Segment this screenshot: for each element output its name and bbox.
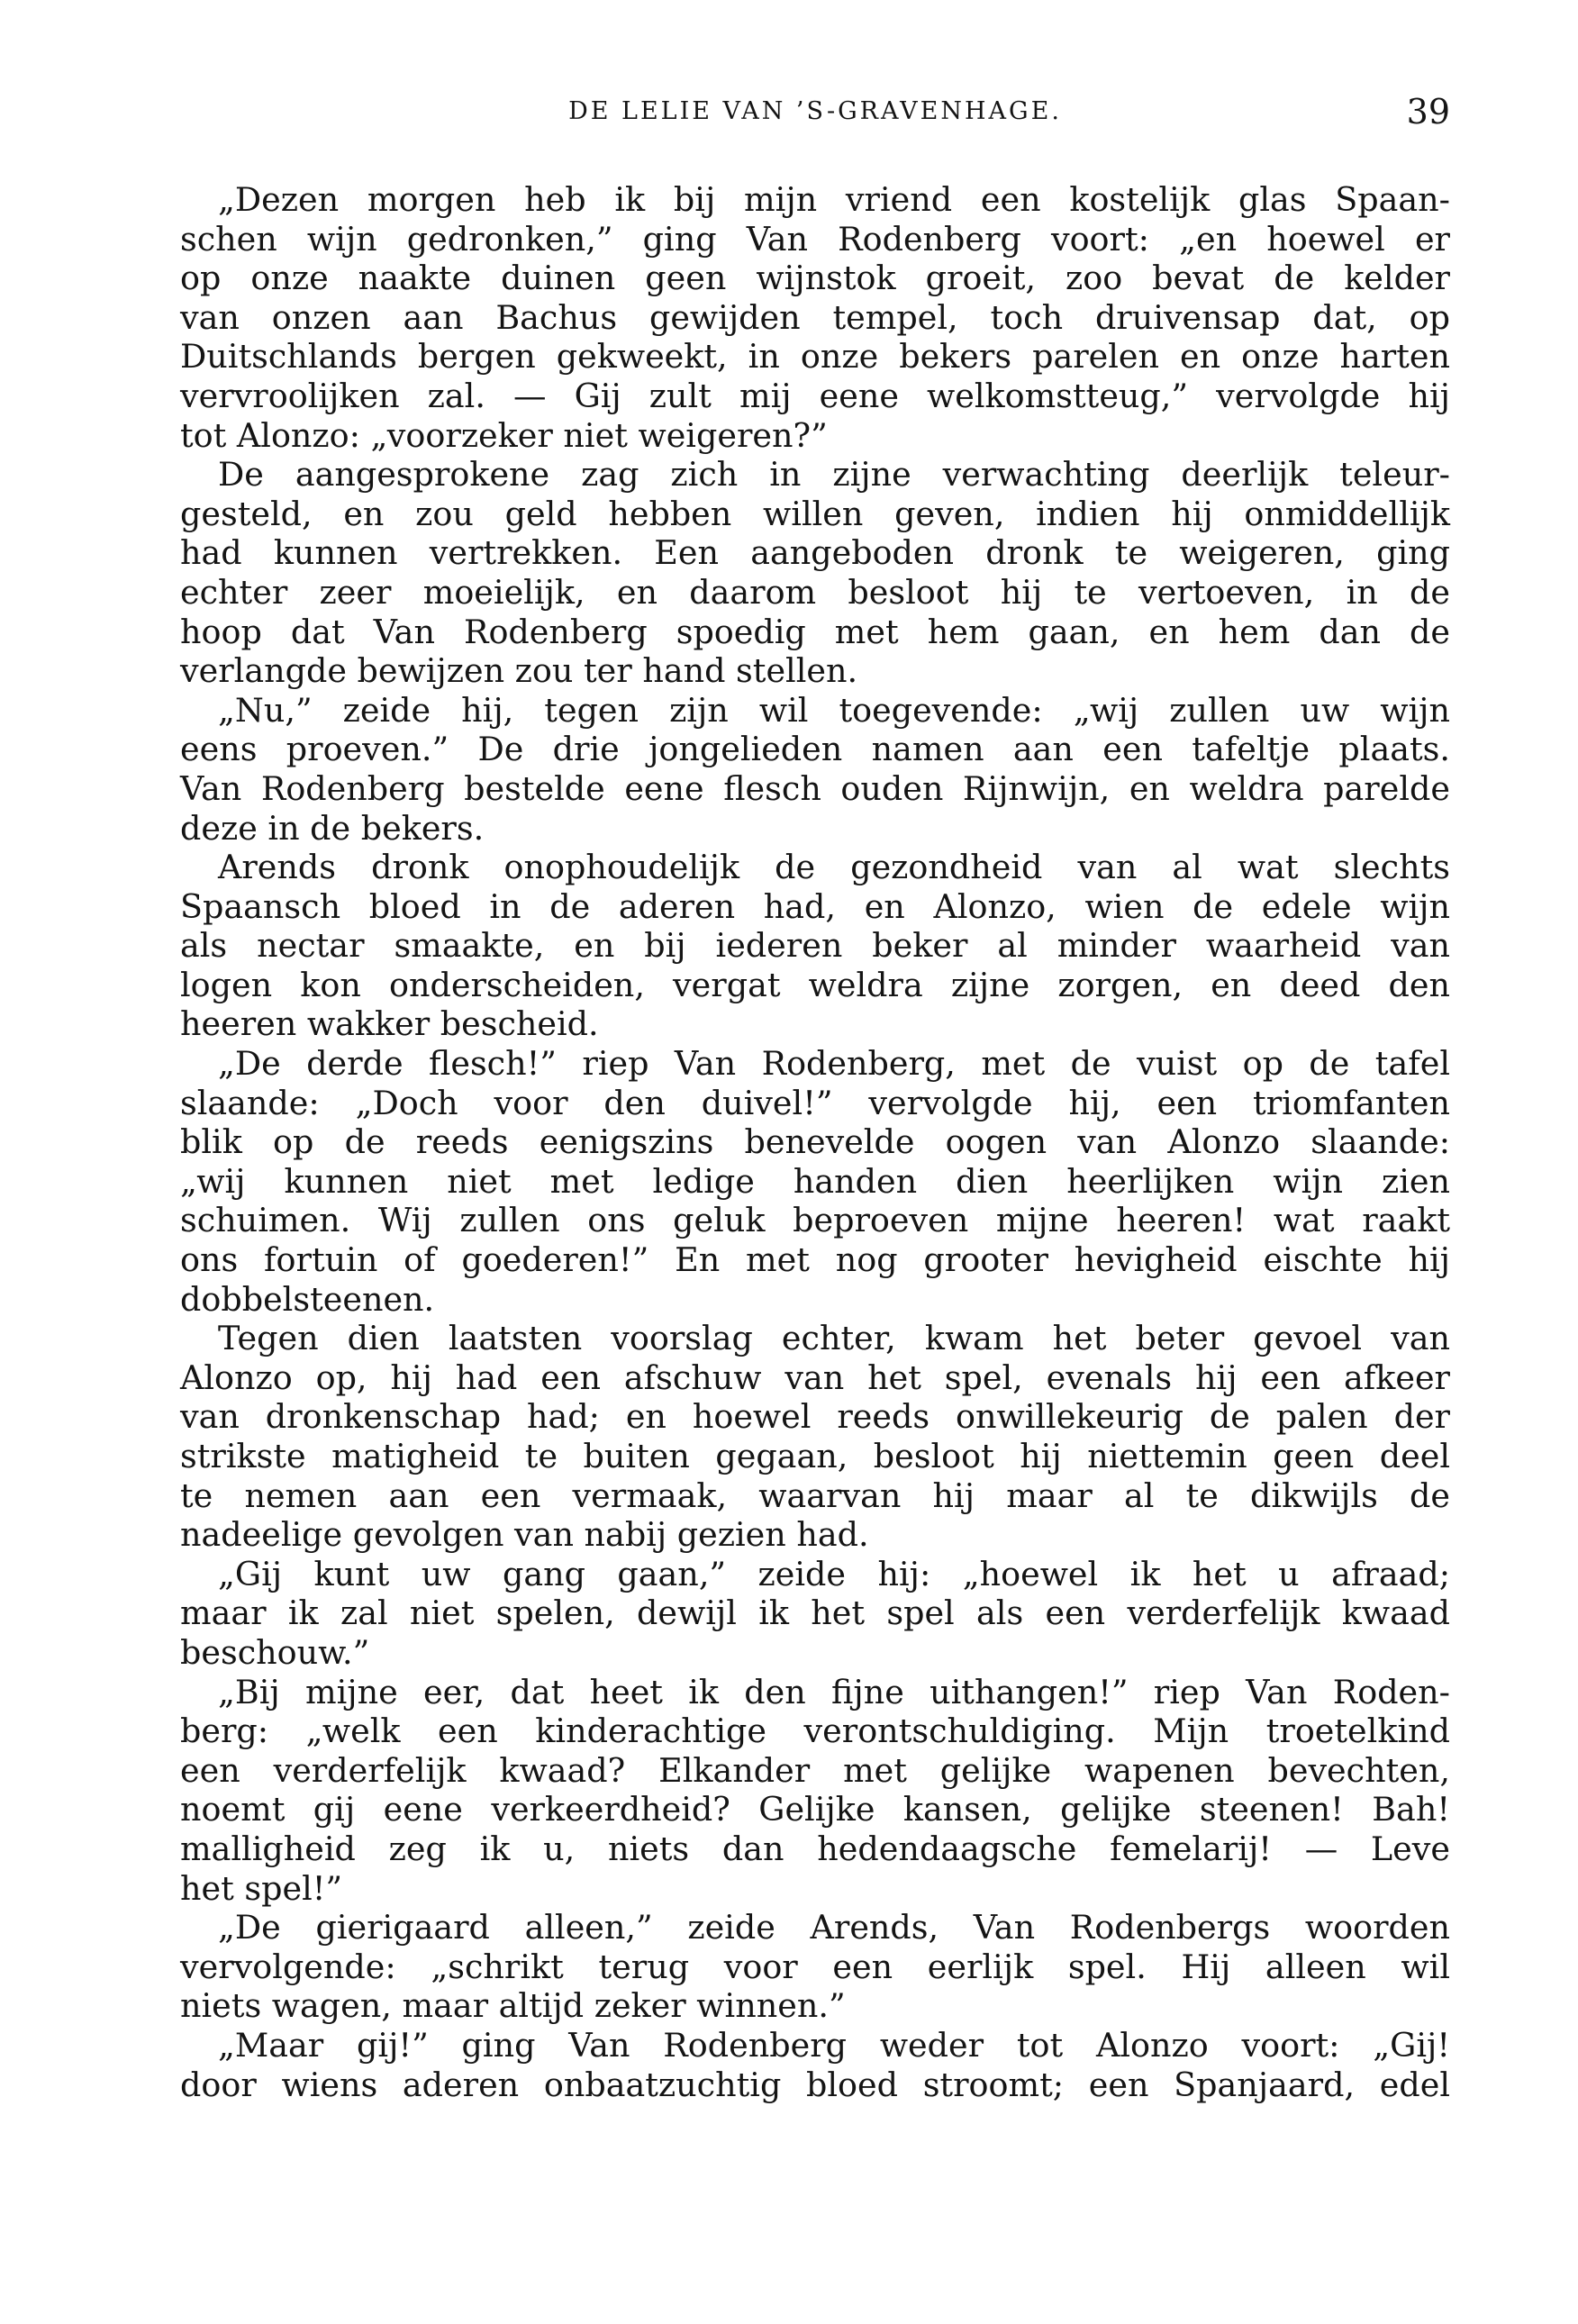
text-line: had kunnen vertrekken. Een aangeboden dronk te weigeren, ging (180, 533, 1450, 573)
running-title: DE LELIE VAN ’S-GRAVENHAGE. (568, 97, 1062, 125)
text-line: Spaansch bloed in de aderen had, en Alonzo, wien de edele wijn (180, 886, 1450, 926)
text-line: een verderfelijk kwaad? Elkander met gelijke wapenen bevechten, (180, 1750, 1450, 1790)
text-line: Alonzo op, hij had een afschuw van het spel, evenals hij een afkeer (180, 1357, 1450, 1397)
text-line: strikste matigheid te buiten gegaan, besloot hij niettemin geen deel (180, 1437, 1450, 1475)
text-line: blik op de reeds eenigszins benevelde oogen van Alonzo slaande: (180, 1122, 1450, 1162)
text-line: Van Rodenberg bestelde eene flesch ouden Rijnwijn, en weldra parelde (180, 768, 1450, 808)
text-line: vervolgende: „schrikt terug voor een eerlijk spel. Hij alleen wil (180, 1947, 1450, 1986)
text-line: „Bij mijne eer, dat heet ik den fijne uithangen!” riep Van Roden- (218, 1672, 1450, 1711)
page-header (180, 94, 1450, 139)
text-line: door wiens aderen onbaatzuchtig bloed stroomt; een Spanjaard, edel (180, 2065, 1450, 2104)
text-line: van onzen aan Bachus gewijden tempel, toch druivensap dat, op (180, 297, 1450, 337)
text-line: schen wijn gedronken,” ging Van Rodenberg voort: „en hoewel er (180, 219, 1450, 259)
text-line: eens proeven.” De drie jongelieden namen aan een tafeltje plaats. (180, 730, 1450, 769)
text-line: „Nu,” zeide hij, tegen zijn wil toegevende: „wij zullen uw wijn (218, 690, 1450, 730)
text-line: niets wagen, maar altijd zeker winnen.” (180, 1986, 846, 2026)
text-line: heeren wakker bescheid. (180, 1004, 599, 1044)
text-line: „wij kunnen niet met ledige handen dien heerlijken wijn zien (180, 1161, 1450, 1201)
text-line: maar ik zal niet spelen, dewijl ik het spel als een verderfelijk kwaad (180, 1593, 1450, 1633)
text-line: De aangesprokene zag zich in zijne verwachting deerlijk teleur- (218, 455, 1450, 495)
text-line: Duitschlands bergen gekweekt, in onze bekers parelen en onze harten (180, 337, 1450, 377)
text-line: beschouw.” (180, 1632, 370, 1672)
text-line: dobbelsteenen. (180, 1279, 435, 1319)
text-line: schuimen. Wij zullen ons geluk beproeven mijne heeren! wat raakt (180, 1201, 1450, 1240)
text-line: als nectar smaakte, en bij iederen beker al minder waarheid van (180, 926, 1450, 966)
text-line: slaande: „Doch voor den duivel!” vervolgde hij, een triomfanten (180, 1083, 1450, 1122)
text-line: logen kon onderscheiden, vergat weldra zijne zorgen, en deed den (180, 965, 1450, 1004)
text-line: verlangde bewijzen zou ter hand stellen. (180, 651, 858, 691)
text-line: vervroolijken zal. — Gij zult mij eene welkomstteug,” vervolgde hij (180, 376, 1450, 415)
text-line: „Gij kunt uw gang gaan,” zeide hij: „hoewel ik het u afraad; (218, 1554, 1450, 1593)
text-line: deze in de bekers. (180, 808, 485, 848)
text-line: noemt gij eene verkeerdheid? Gelijke kansen, gelijke steenen! Bah! (180, 1790, 1450, 1829)
text-line: „De gierigaard alleen,” zeide Arends, Van Rodenbergs woorden (218, 1908, 1450, 1947)
text-line: hoop dat Van Rodenberg spoedig met hem gaan, en hem dan de (180, 612, 1450, 651)
text-line: „De derde flesch!” riep Van Rodenberg, met de vuist op de tafel (218, 1044, 1450, 1084)
text-line: berg: „welk een kinderachtige verontschuldiging. Mijn troetelkind (180, 1711, 1450, 1751)
text-line: echter zeer moeielijk, en daarom besloot hij te vertoeven, in de (180, 572, 1450, 612)
text-line: nadeelige gevolgen van nabij gezien had. (180, 1515, 869, 1555)
text-line: tot Alonzo: „voorzeker niet weigeren?” (180, 415, 828, 455)
text-line: malligheid zeg ik u, niets dan hedendaagsche femelarij! — Leve (180, 1829, 1450, 1868)
page-number: 39 (1406, 92, 1450, 132)
text-line: het spel!” (180, 1868, 343, 1908)
body-text (180, 180, 1450, 2104)
text-line: Arends dronk onophoudelijk de gezondheid van al wat slechts (218, 848, 1450, 887)
text-line: te nemen aan een vermaak, waarvan hij maar al te dikwijls de (180, 1475, 1450, 1515)
text-line: „Maar gij!” ging Van Rodenberg weder tot Alonzo voort: „Gij! (218, 2025, 1450, 2065)
text-line: Tegen dien laatsten voorslag echter, kwam het beter gevoel van (218, 1319, 1450, 1358)
text-line: van dronkenschap had; en hoewel reeds onwillekeurig de palen der (180, 1397, 1450, 1437)
text-line: op onze naakte duinen geen wijnstok groeit, zoo bevat de kelder (180, 259, 1450, 298)
text-line: „Dezen morgen heb ik bij mijn vriend een kostelijk glas Spaan- (218, 180, 1450, 219)
text-line: gesteld, en zou geld hebben willen geven, indien hij onmiddellijk (180, 494, 1450, 533)
text-line: ons fortuin of goederen!” En met nog grooter hevigheid eischte hij (180, 1240, 1450, 1280)
